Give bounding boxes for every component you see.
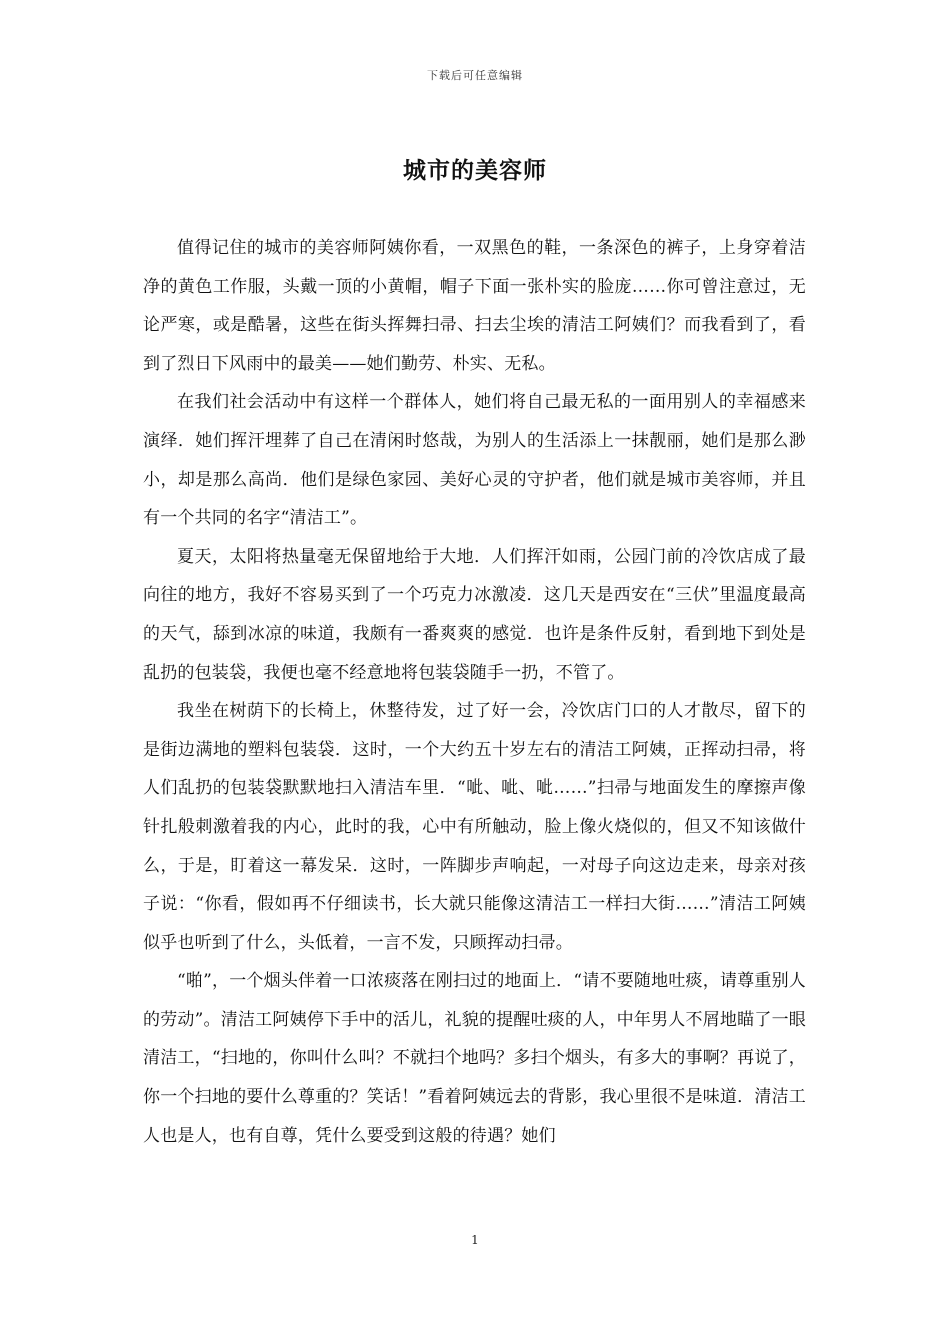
document-body: [143, 229, 806, 1155]
paragraph-4: 我坐在树荫下的长椅上，休整待发，过了好一会，冷饮店门口的人才散尽，留下的是街边满地的塑料包装袋．这时，一个大约五十岁左右的清洁工阿姨，正挥动扫帚，将人们乱扔的包装袋默默地扫入清洁车里．“呲、呲、呲……”扫帚与地面发生的摩擦声像针扎般刺激着我的内心，此时的我，心中有所触动，脸上像火烧似的，但又不知该做什么，于是，盯着这一幕发呆．这时，一阵脚步声响起，一对母子向这边走来，母亲对孩子说：“你看，假如再不仔细读书，长大就只能像这清洁工一样扫大街……”清洁工阿姨似乎也听到了什么，头低着，一言不发，只顾挥动扫帚。: [143, 701, 806, 953]
paragraph-3: 夏天，太阳将热量毫无保留地给于大地．人们挥汗如雨，公园门前的冷饮店成了最向往的地方，我好不容易买到了一个巧克力冰激凌．这几天是西安在“三伏”里温度最高的天气，舔到冰凉的味道，我颇有一番爽爽的感觉．也许是条件反射，看到地下到处是乱扔的包装袋，我便也毫不经意地将包装袋随手一扔，不管了。: [143, 546, 806, 683]
paragraph-2: 在我们社会活动中有这样一个群体人，她们将自己最无私的一面用别人的幸福感来演绎．她们挥汗埋葬了自己在清闲时悠哉，为别人的生活添上一抹靓丽，她们是那么渺小，却是那么高尚．他们是绿色家园、美好心灵的守护者，他们就是城市美容师，并且有一个共同的名字“清洁工”。: [143, 392, 806, 529]
document-title: 城市的美容师: [403, 158, 547, 184]
header-note: 下载后可任意编辑: [427, 69, 523, 82]
paragraph-1: 值得记住的城市的美容师阿姨你看，一双黑色的鞋，一条深色的裤子，上身穿着洁净的黄色工作服，头戴一顶的小黄帽，帽子下面一张朴实的脸庞……你可曾注意过，无论严寒，或是酷暑，这些在街头挥舞扫帚、扫去尘埃的清洁工阿姨们？而我看到了，看到了烈日下风雨中的最美——她们勤劳、朴实、无私。: [143, 238, 806, 374]
paragraph-5: “啪”，一个烟头伴着一口浓痰落在刚扫过的地面上．“请不要随地吐痰，请尊重别人的劳动”。清洁工阿姨停下手中的活儿，礼貌的提醒吐痰的人，中年男人不屑地瞄了一眼清洁工，“扫地的，你叫什么叫？不就扫个地吗？多扫个烟头，有多大的事啊？再说了，你一个扫地的要什么尊重的？笑话！”看着阿姨远去的背影，我心里很不是味道．清洁工人也是人，也有自尊，凭什么要受到这般的待遇？她们: [143, 971, 806, 1146]
page-number: 1: [471, 1233, 479, 1247]
